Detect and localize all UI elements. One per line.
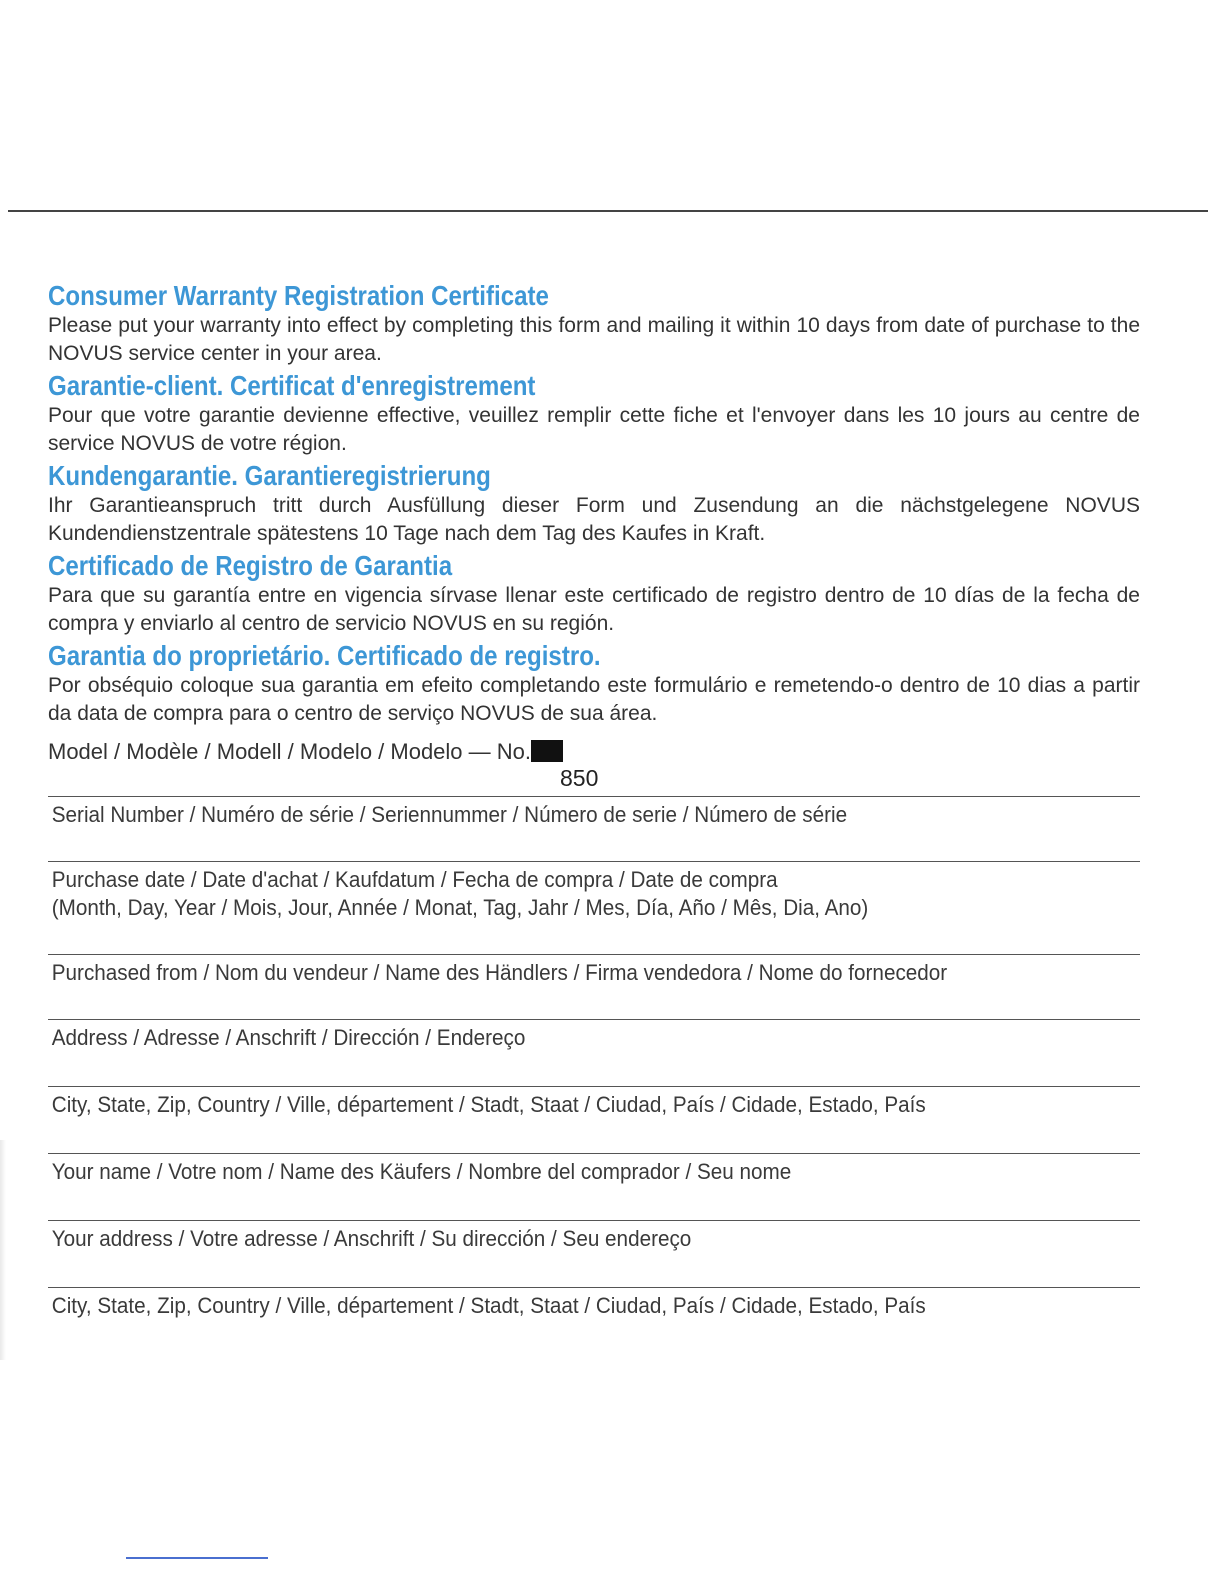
- section-spanish: [48, 550, 1140, 638]
- section-portuguese: [48, 640, 1140, 728]
- body-spanish: Para que su garantía entre en vigencia sírvase llenar este certificado de registro dentro de 10 días de la fecha de compra y enviarlo al centro de servicio NOVUS en su región.: [48, 584, 1140, 635]
- purchase-date-field[interactable]: [48, 861, 1140, 954]
- purchased-from-label: Purchased from / Nom du vendeur / Name des Händlers / Firma vendedora / Nome do fornecedor: [51, 960, 948, 985]
- purchased-from-field[interactable]: [48, 954, 1140, 1019]
- heading-french: Garantie-client. Certificat d'enregistrement: [48, 370, 536, 401]
- section-german: [48, 460, 1140, 548]
- buyer-city-label: City, State, Zip, Country / Ville, département / Stadt, Staat / Ciudad, País / Cidade, Estado, País: [51, 1293, 926, 1318]
- body-german: Ihr Garantieanspruch tritt durch Ausfüllung dieser Form und Zusendung an die nächstgelegene NOVUS Kundendienstzentrale spätestens 10 Tage nach dem Tag des Kaufes in Kraft.: [48, 494, 1140, 545]
- body-french: Pour que votre garantie devienne effective, veuillez remplir cette fiche et l'envoyer dans les 10 jours au centre de service NOVUS de votre région.: [48, 404, 1140, 455]
- heading-portuguese: Garantia do proprietário. Certificado de registro.: [48, 640, 601, 671]
- body-portuguese: Por obséquio coloque sua garantia em efeito completando este formulário e remetendo-o dentro de 10 dias a partir da data de compra para o centro de serviço NOVUS de sua área.: [48, 674, 1140, 725]
- purchase-date-format: (Month, Day, Year / Mois, Jour, Année / Monat, Tag, Jahr / Mes, Día, Año / Mês, Dia, Ano): [51, 895, 869, 920]
- model-label: Model / Modèle / Modell / Modelo / Modelo — No.: [48, 739, 532, 764]
- your-name-label: Your name / Votre nom / Name des Käufers / Nombre del comprador / Seu nome: [51, 1159, 792, 1184]
- model-field: [48, 738, 1140, 796]
- heading-spanish: Certificado de Registro de Garantia: [48, 550, 453, 581]
- serial-number-field[interactable]: [48, 796, 1140, 861]
- top-divider: [8, 210, 1208, 212]
- bottom-divider: [126, 1557, 268, 1559]
- heading-english: Consumer Warranty Registration Certificate: [48, 280, 549, 311]
- body-english: Please put your warranty into effect by completing this form and mailing it within 10 days from date of purchase to the NOVUS service center in your area.: [48, 314, 1140, 365]
- dealer-city-label: City, State, Zip, Country / Ville, département / Stadt, Staat / Ciudad, País / Cidade, Estado, País: [51, 1092, 926, 1117]
- redaction-block: [531, 740, 563, 762]
- dealer-address-label: Address / Adresse / Anschrift / Dirección / Endereço: [51, 1025, 526, 1050]
- your-name-field[interactable]: [48, 1153, 1140, 1220]
- serial-number-label: Serial Number / Numéro de série / Seriennummer / Número de serie / Número de série: [51, 802, 848, 827]
- warranty-form: [48, 280, 1140, 1354]
- your-address-label: Your address / Votre adresse / Anschrift / Su dirección / Seu endereço: [51, 1226, 692, 1251]
- dealer-address-field[interactable]: [48, 1019, 1140, 1086]
- buyer-city-field[interactable]: [48, 1287, 1140, 1354]
- heading-german: Kundengarantie. Garantieregistrierung: [48, 460, 491, 491]
- page-edge-shadow: [0, 1140, 6, 1360]
- dealer-city-field[interactable]: [48, 1086, 1140, 1153]
- purchase-date-label: Purchase date / Date d'achat / Kaufdatum / Fecha de compra / Date de compra: [51, 867, 778, 892]
- model-number[interactable]: 850: [560, 765, 599, 791]
- section-french: [48, 370, 1140, 458]
- section-english: [48, 280, 1140, 368]
- your-address-field[interactable]: [48, 1220, 1140, 1287]
